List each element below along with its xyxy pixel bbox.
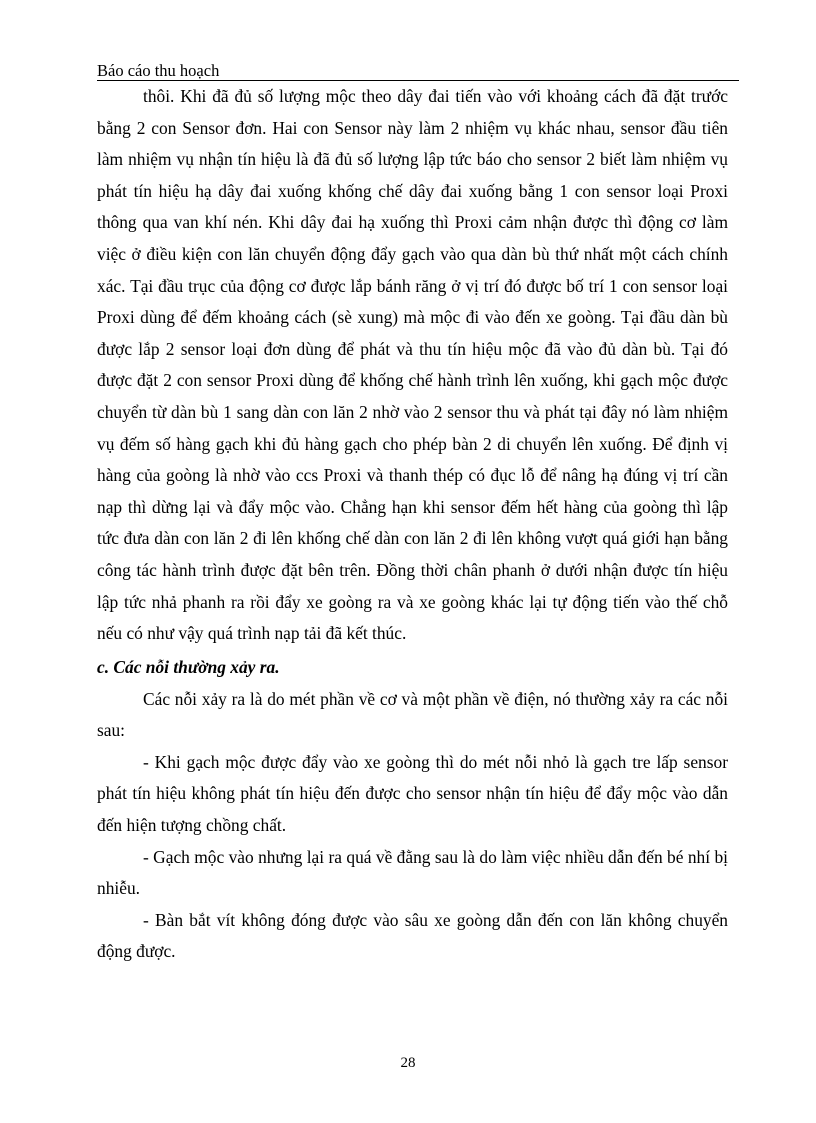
paragraph-errors-intro: Các nỗi xảy ra là do mét phần về cơ và một phần về điện, nó thường xảy ra các nỗi sau: <box>97 688 728 741</box>
list-item-error-1: - Khi gạch mộc được đẩy vào xe goòng thì do mét nỗi nhỏ là gạch tre lấp sensor phát tín hiệu không phát tín hiệu đến được cho sensor nhận tín hiệu để đẩy mộc vào dẫn đến hiện tượng chồng chất. <box>97 751 728 836</box>
page-content <box>97 81 728 968</box>
list-item-error-3: - Bàn bắt vít không đóng được vào sâu xe goòng dẫn đến con lăn không chuyển động được. <box>97 909 728 962</box>
section-heading: c. Các nỗi thường xảy ra. <box>97 656 280 677</box>
page-header <box>97 62 739 81</box>
page-number: 28 <box>400 1055 416 1071</box>
list-item-error-2: - Gạch mộc vào nhưng lại ra quá về đằng sau là do làm việc nhiều dẫn đến bé nhí bị nhiễu. <box>97 846 728 899</box>
header-title: Báo cáo thu hoạch <box>97 61 220 80</box>
paragraph-process-description: thôi. Khi đã đủ số lượng mộc theo dây đai tiến vào với khoảng cách đã đặt trước bằng 2 con Sensor đơn. Hai con Sensor này làm 2 nhiệm vụ khác nhau, sensor đầu tiên làm nhiệm vụ nhận tín hiệu là đã đủ số lượng lập tức báo cho sensor 2 biết làm nhiệm vụ phát tín hiệu hạ dây đai xuống khống chế dây đai xuống bằng 1 con sensor loại Proxi thông qua van khí nén. Khi dây đai hạ xuống thì Proxi cảm nhận được thì động cơ làm việc ở điều kiện con lăn chuyển động đẩy gạch vào qua dàn bù thứ nhất một cách chính xác. Tại đầu trục của động cơ được lắp bánh răng ở vị trí đó được bố trí 1 con sensor loại Proxi dùng để đếm khoảng cách (sè xung) mà mộc đi vào đến xe goòng. Tại đầu dàn bù được lắp 2 sensor loại đơn dùng để phát và thu tín hiệu mộc đã vào đủ dàn bù. Tại đó được đặt 2 con sensor Proxi dùng để khống chế hành trình lên xuống, khi gạch mộc được chuyển từ dàn bù 1 sang dàn con lăn 2 nhờ vào 2 sensor thu và phát tại đây nó làm nhiệm vụ đếm số hàng gạch khi đủ hàng gạch cho phép bàn 2 di chuyển lên xuống. Để định vị hàng của goòng là nhờ vào ccs Proxi và thanh thép có đục lỗ để nâng hạ đúng vị trí cần nạp thì dừng lại và đẩy mộc vào. Chẳng hạn khi sensor đếm hết hàng của goòng thì lập tức đưa dàn con lăn 2 đi lên khống chế dàn con lăn 2 đi lên không vượt quá giới hạn bằng công tác hành trình được đặt bên trên. Đồng thời chân phanh ở dưới nhận được tín hiệu lập tức nhả phanh ra rồi đẩy xe goòng ra và xe goòng khác lại tự động tiến vào thế chỗ nếu có như vậy quá trình nạp tải đã kết thúc. <box>97 86 728 644</box>
